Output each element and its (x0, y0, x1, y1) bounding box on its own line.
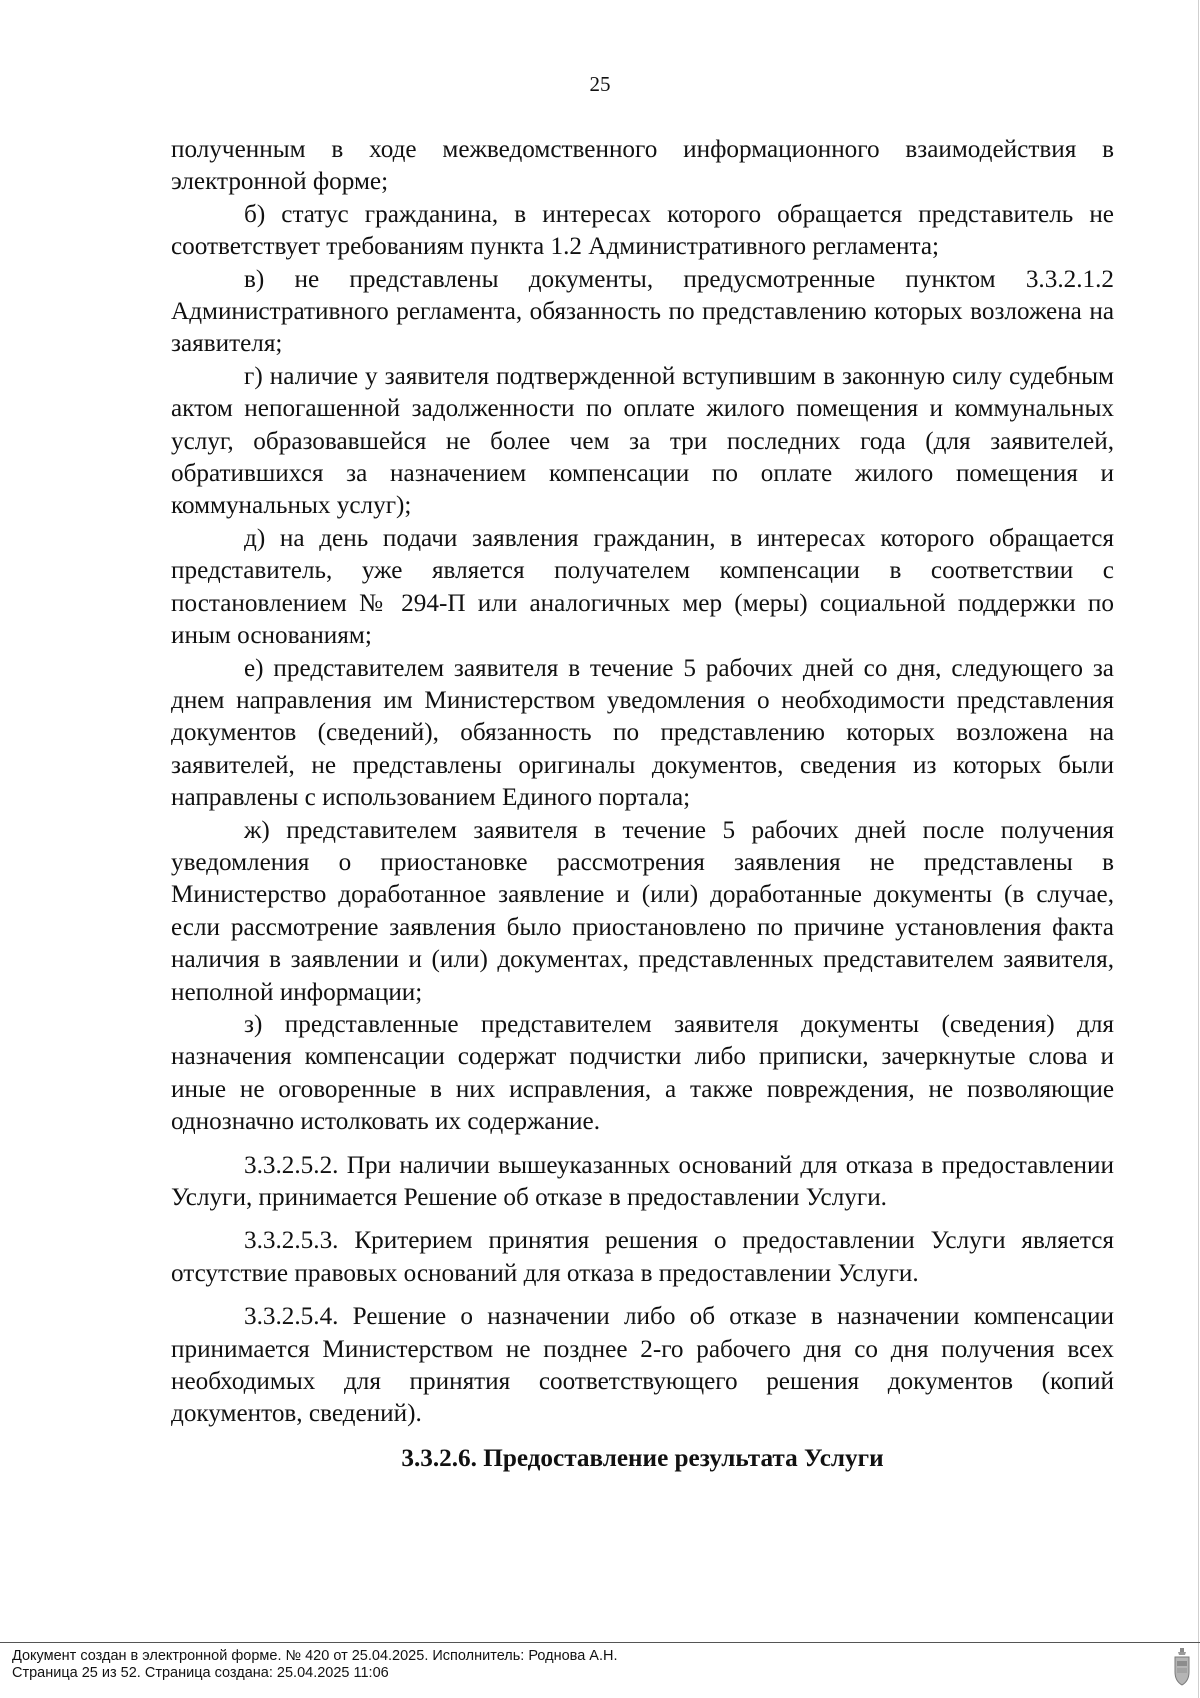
document-footer (0, 1640, 1200, 1698)
paragraph-item-e: е) представителем заявителя в течение 5 рабочих дней со дня, следующего за днем направления им Министерством уведомления о необходимости представления документов (сведений), обязанность по представлению которых возложена на заявителей, не представлены оригиналы документов, сведения из которых были направлены с использованием Единого портала; (171, 654, 1114, 812)
paragraph-3-3-2-5-2: 3.3.2.5.2. При наличии вышеуказанных оснований для отказа в предоставлении Услуги, принимается Решение об отказе в предоставлении Услуги. (171, 1151, 1114, 1211)
footer-line-document: Документ создан в электронной форме. № 420 от 25.04.2025. Исполнитель: Роднова А.Н. (12, 1648, 618, 1664)
paragraph-item-zh: ж) представителем заявителя в течение 5 рабочих дней после получения уведомления о приостановке рассмотрения заявления не представлены в Министерство доработанное заявление и (или) доработанные документы (в случае, если рассмотрение заявления было приостановлено по причине установления факта наличия в заявлении и (или) документах, представленных представителем заявителя, неполной информации; (171, 816, 1114, 1006)
page-edge-rule (1198, 0, 1199, 1698)
footer-text (12, 1648, 618, 1682)
footer-divider (0, 1642, 1200, 1643)
footer-line-page: Страница 25 из 52. Страница создана: 25.04.2025 11:06 (12, 1665, 389, 1681)
paragraph-item-v: в) не представлены документы, предусмотренные пунктом 3.3.2.1.2 Административного регламента, обязанность по представлению которых возложена на заявителя; (171, 265, 1114, 358)
paragraph-item-z: з) представленные представителем заявителя документы (сведения) для назначения компенсации содержат подчистки либо приписки, зачеркнутые слова и иные не оговоренные в них исправления, а также повреждения, не позволяющие однозначно истолковать их содержание. (171, 1010, 1114, 1136)
paragraph-item-g: г) наличие у заявителя подтвержденной вступившим в законную силу судебным актом непогашенной задолженности по оплате жилого помещения и коммунальных услуг, образовавшейся не более чем за три последних года (для заявителей, обратившихся за назначением компенсации по оплате жилого помещения и коммунальных услуг); (171, 362, 1114, 520)
page-number: 25 (589, 72, 611, 96)
paragraph-continuation: полученным в ходе межведомственного информационного взаимодействия в электронной форме; (171, 136, 1114, 196)
coat-of-arms-icon (1172, 1648, 1192, 1686)
paragraph-3-3-2-5-4: 3.3.2.5.4. Решение о назначении либо об отказе в назначении компенсации принимается Министерством не позднее 2-го рабочего дня со дня получения всех необходимых для принятия соответствующего решения документов (копий документов, сведений). (171, 1303, 1114, 1428)
section-heading: 3.3.2.6. Предоставление результата Услуги (401, 1444, 884, 1472)
paragraph-item-b: б) статус гражданина, в интересах которого обращается представитель не соответствует требованиям пункта 1.2 Административного регламента; (171, 200, 1114, 261)
paragraph-3-3-2-5-3: 3.3.2.5.3. Критерием принятия решения о предоставлении Услуги является отсутствие правовых оснований для отказа в предоставлении Услуги. (171, 1227, 1114, 1287)
document-body (171, 134, 1114, 1475)
paragraph-item-d: д) на день подачи заявления гражданин, в интересах которого обращается представитель, уже является получателем компенсации в соответствии с постановлением № 294-П или аналогичных мер (меры) социальной поддержки по иным основаниям; (171, 524, 1114, 650)
